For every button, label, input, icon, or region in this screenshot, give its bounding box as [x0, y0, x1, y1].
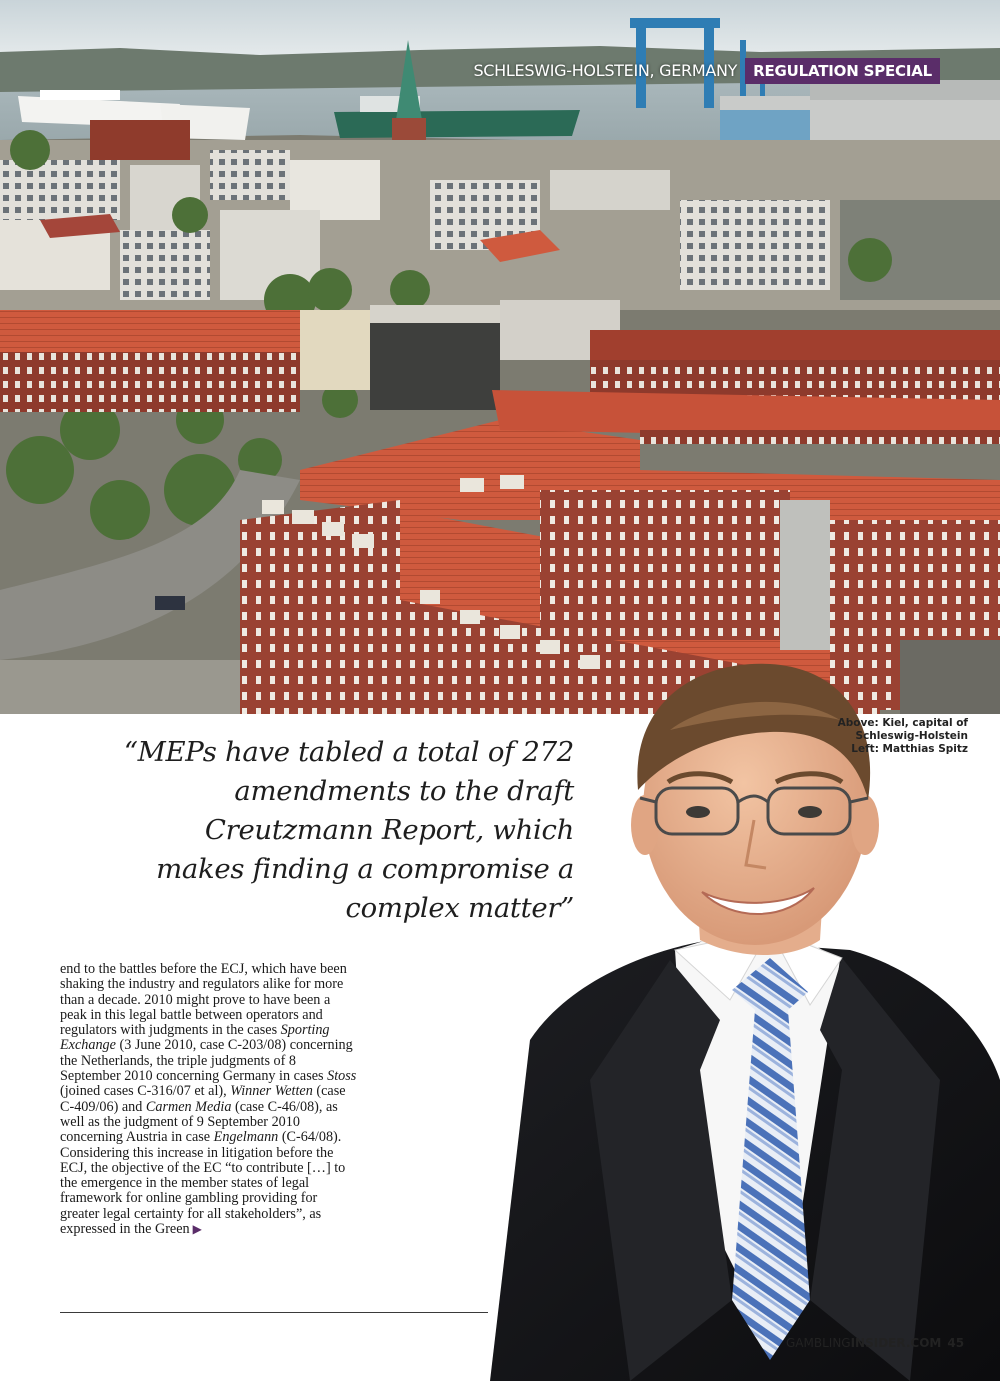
caption-line: Schleswig-Holstein	[855, 730, 968, 742]
article-text: end to the battles before the ECJ, which have been shaking the industry and regulators alike for more than a decade. 2010 might prove to have been a peak in this legal battle between operators and regulators with judgments in the cases	[60, 961, 347, 1039]
brand-name-bold: INSIDER.COM	[850, 1336, 942, 1350]
article-text: (C-64/08). Considering this increase in litigation before the ECJ, the objective of the EC “to contribute […] to the emergence in the member states of legal framework for online gambling providing for greater legal certainty for all stakeholders”, as expressed in the Green	[60, 1129, 346, 1238]
case-name: Sporting Exchange	[60, 1022, 330, 1054]
brand-name-light: GAMBLING	[786, 1336, 851, 1350]
continue-arrow-icon: ▶	[192, 1222, 202, 1237]
article-text: (3 June 2010, case C-203/08) concerning the Netherlands, the triple judgments of 8 September 2010 concerning Germany in cases	[60, 1037, 353, 1085]
article-text: (case C-409/06) and	[60, 1083, 346, 1115]
article-text: (joined cases C-316/07 et al),	[60, 1083, 231, 1100]
page-footer	[786, 1336, 976, 1350]
article-body	[60, 962, 360, 1237]
photo-caption	[838, 717, 968, 756]
section-tag: REGULATION SPECIAL	[745, 58, 940, 84]
section-title: SCHLESWIG-HOLSTEIN, GERMANY	[473, 61, 738, 80]
caption-line: Left: Matthias Spitz	[851, 743, 968, 755]
page-number: 45	[947, 1336, 965, 1350]
caption-line: Above: Kiel, capital of	[837, 717, 968, 729]
case-name: Stoss	[327, 1068, 357, 1085]
section-header	[473, 58, 940, 84]
footer-divider	[60, 1312, 488, 1313]
case-name: Winner Wetten	[230, 1083, 313, 1100]
article-paragraph	[60, 962, 360, 1237]
case-name: Engelmann	[213, 1129, 279, 1146]
article-text: (case C-46/08), as well as the judgment of 9 September 2010 concerning Austria in case	[60, 1098, 338, 1146]
case-name: Carmen Media	[145, 1098, 232, 1115]
pull-quote: “MEPs have tabled a total of 272 amendments to the draft Creutzmann Report, which makes finding a compromise a complex matter”	[123, 736, 574, 924]
